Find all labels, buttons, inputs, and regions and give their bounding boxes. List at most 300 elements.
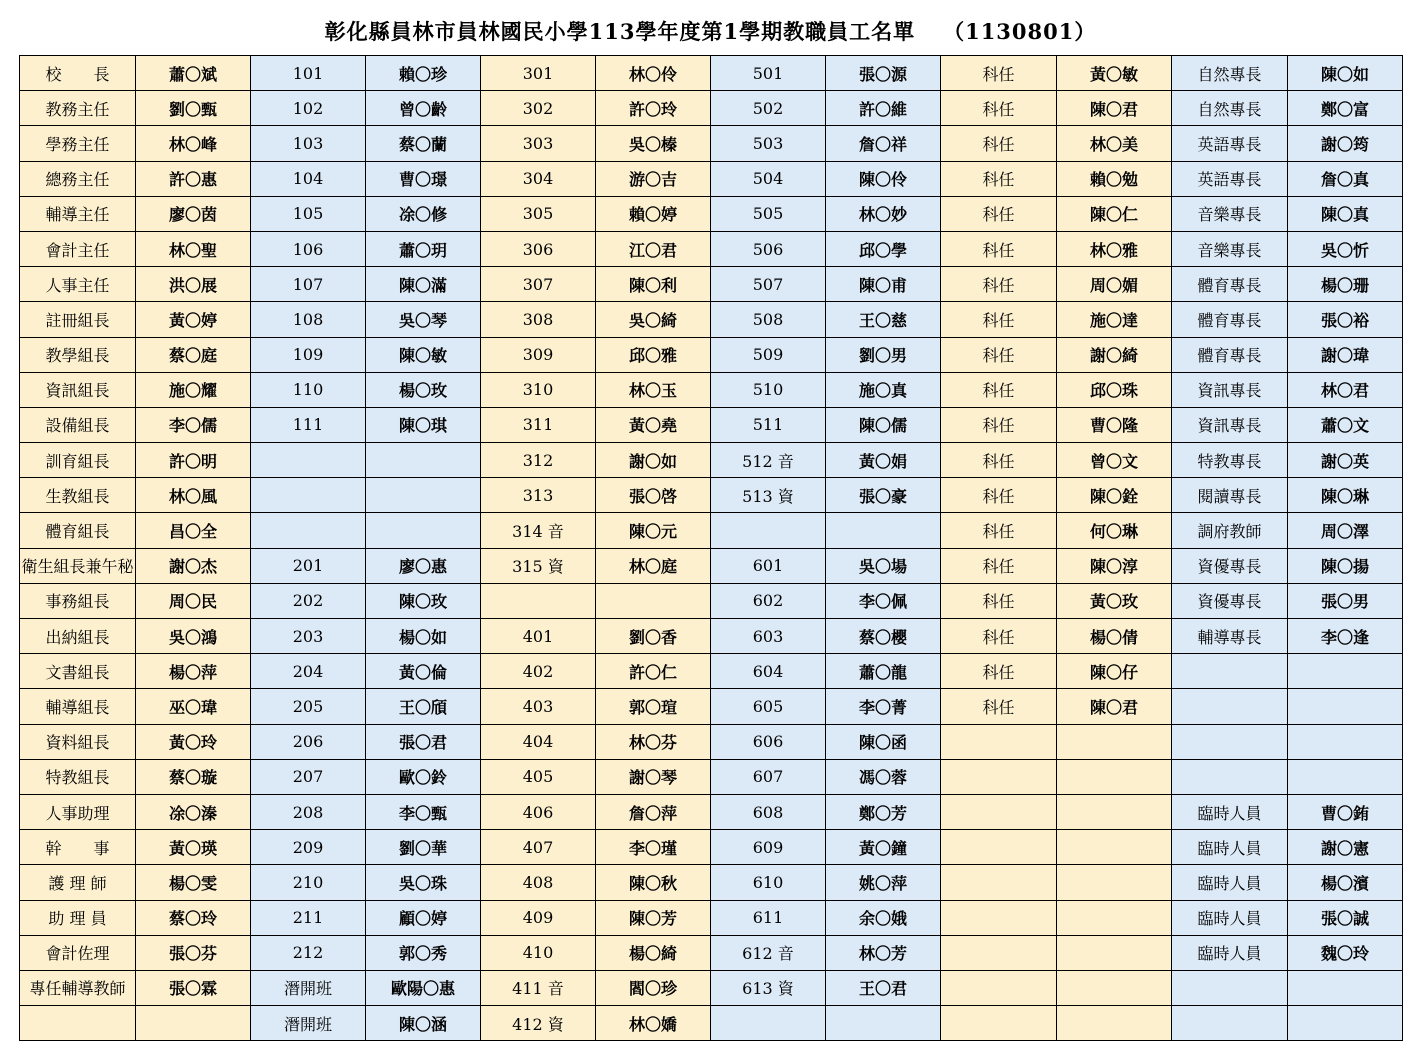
- cell-staff-name: [1288, 689, 1403, 724]
- cell-staff-name: 何〇琳: [1057, 513, 1172, 548]
- cell-class: 104: [251, 161, 366, 196]
- cell-teacher-name: 林〇玉: [596, 372, 711, 407]
- cell-specialty-role: 英語專長: [1172, 161, 1288, 196]
- cell-staff-name: [1057, 794, 1172, 829]
- table-row: [20, 935, 1403, 970]
- cell-class: 406: [481, 794, 596, 829]
- cell-class: 101: [251, 56, 366, 91]
- cell-teacher-name: 李〇菁: [826, 689, 941, 724]
- staff-roster-table: [19, 55, 1403, 1041]
- table-row: [20, 513, 1403, 548]
- cell-position: 學務主任: [20, 126, 136, 161]
- cell-class: 302: [481, 91, 596, 126]
- cell-teacher-name: 邱〇雅: [596, 337, 711, 372]
- cell-specialty-role: [1172, 1006, 1288, 1041]
- cell-staff-name: 張〇霖: [136, 970, 251, 1005]
- cell-class: [711, 513, 826, 548]
- cell-subject-role: 科任: [941, 478, 1057, 513]
- cell-class: 509: [711, 337, 826, 372]
- cell-staff-name: 洪〇展: [136, 267, 251, 302]
- cell-position: 輔導組長: [20, 689, 136, 724]
- cell-teacher-name: 張〇啓: [596, 478, 711, 513]
- cell-teacher-name: 歐〇鈴: [366, 759, 481, 794]
- cell-position: 護 理 師: [20, 865, 136, 900]
- cell-class: 609: [711, 830, 826, 865]
- cell-subject-role: 科任: [941, 513, 1057, 548]
- cell-class: 313: [481, 478, 596, 513]
- cell-class: 610: [711, 865, 826, 900]
- cell-class: 310: [481, 372, 596, 407]
- cell-staff-name: 張〇裕: [1288, 302, 1403, 337]
- cell-teacher-name: 張〇豪: [826, 478, 941, 513]
- cell-class: 305: [481, 196, 596, 231]
- cell-class: 315 資: [481, 548, 596, 583]
- cell-staff-name: 謝〇綺: [1057, 337, 1172, 372]
- table-row: [20, 443, 1403, 478]
- cell-class: 309: [481, 337, 596, 372]
- cell-staff-name: 邱〇珠: [1057, 372, 1172, 407]
- cell-staff-name: 李〇逢: [1288, 619, 1403, 654]
- cell-class: 408: [481, 865, 596, 900]
- cell-staff-name: [1057, 830, 1172, 865]
- date-code: （1130801）: [943, 19, 1097, 44]
- table-row: [20, 794, 1403, 829]
- cell-subject-role: [941, 865, 1057, 900]
- cell-staff-name: [1057, 1006, 1172, 1041]
- cell-class: 212: [251, 935, 366, 970]
- cell-class: 501: [711, 56, 826, 91]
- cell-staff-name: [1288, 724, 1403, 759]
- cell-teacher-name: 歐陽〇惠: [366, 970, 481, 1005]
- cell-staff-name: [1057, 759, 1172, 794]
- cell-staff-name: 林〇聖: [136, 231, 251, 266]
- cell-teacher-name: 劉〇華: [366, 830, 481, 865]
- cell-teacher-name: 黃〇倫: [366, 654, 481, 689]
- cell-position: 設備組長: [20, 407, 136, 442]
- cell-class: 508: [711, 302, 826, 337]
- cell-teacher-name: 吳〇榛: [596, 126, 711, 161]
- cell-position: 會計佐理: [20, 935, 136, 970]
- cell-class: 102: [251, 91, 366, 126]
- cell-teacher-name: 吳〇綺: [596, 302, 711, 337]
- cell-class: 402: [481, 654, 596, 689]
- cell-teacher-name: 余〇娥: [826, 900, 941, 935]
- cell-class: 307: [481, 267, 596, 302]
- cell-teacher-name: 陳〇函: [826, 724, 941, 759]
- cell-specialty-role: [1172, 689, 1288, 724]
- cell-teacher-name: 李〇甄: [366, 794, 481, 829]
- cell-staff-name: 謝〇憲: [1288, 830, 1403, 865]
- cell-staff-name: 陳〇仁: [1057, 196, 1172, 231]
- cell-teacher-name: 陳〇甫: [826, 267, 941, 302]
- cell-subject-role: 科任: [941, 56, 1057, 91]
- cell-class: 301: [481, 56, 596, 91]
- cell-subject-role: 科任: [941, 689, 1057, 724]
- cell-staff-name: [1288, 654, 1403, 689]
- cell-teacher-name: 陳〇秋: [596, 865, 711, 900]
- cell-teacher-name: [826, 1006, 941, 1041]
- cell-teacher-name: 林〇嬌: [596, 1006, 711, 1041]
- cell-position: 會計主任: [20, 231, 136, 266]
- cell-staff-name: 楊〇濱: [1288, 865, 1403, 900]
- cell-staff-name: 蕭〇斌: [136, 56, 251, 91]
- cell-specialty-role: 資優專長: [1172, 583, 1288, 618]
- cell-teacher-name: 廖〇惠: [366, 548, 481, 583]
- cell-staff-name: 陳〇君: [1057, 689, 1172, 724]
- cell-class: 502: [711, 91, 826, 126]
- table-row: [20, 583, 1403, 618]
- cell-position: 校 長: [20, 56, 136, 91]
- cell-staff-name: 林〇風: [136, 478, 251, 513]
- cell-staff-name: [1057, 970, 1172, 1005]
- cell-class: 412 資: [481, 1006, 596, 1041]
- cell-staff-name: [1057, 724, 1172, 759]
- cell-staff-name: 張〇男: [1288, 583, 1403, 618]
- cell-class: 611: [711, 900, 826, 935]
- cell-staff-name: 楊〇倩: [1057, 619, 1172, 654]
- cell-position: 教學組長: [20, 337, 136, 372]
- cell-subject-role: [941, 794, 1057, 829]
- cell-specialty-role: 臨時人員: [1172, 830, 1288, 865]
- cell-teacher-name: [596, 583, 711, 618]
- cell-class: 107: [251, 267, 366, 302]
- cell-teacher-name: [366, 513, 481, 548]
- cell-teacher-name: 蕭〇玥: [366, 231, 481, 266]
- cell-subject-role: 科任: [941, 583, 1057, 618]
- cell-subject-role: [941, 759, 1057, 794]
- cell-teacher-name: 許〇維: [826, 91, 941, 126]
- roster-body: [20, 56, 1403, 1041]
- cell-position: 生教組長: [20, 478, 136, 513]
- cell-class: 210: [251, 865, 366, 900]
- cell-teacher-name: 王〇頎: [366, 689, 481, 724]
- cell-staff-name: 謝〇筠: [1288, 126, 1403, 161]
- cell-staff-name: [136, 1006, 251, 1041]
- cell-class: 308: [481, 302, 596, 337]
- cell-position: 事務組長: [20, 583, 136, 618]
- cell-class: 202: [251, 583, 366, 618]
- table-row: [20, 548, 1403, 583]
- table-row: [20, 56, 1403, 91]
- cell-staff-name: 林〇雅: [1057, 231, 1172, 266]
- cell-teacher-name: 王〇君: [826, 970, 941, 1005]
- cell-class: 306: [481, 231, 596, 266]
- cell-staff-name: 蕭〇文: [1288, 407, 1403, 442]
- cell-position: [20, 1006, 136, 1041]
- cell-specialty-role: [1172, 654, 1288, 689]
- cell-class: 207: [251, 759, 366, 794]
- cell-class: 612 音: [711, 935, 826, 970]
- cell-specialty-role: [1172, 759, 1288, 794]
- cell-class: 105: [251, 196, 366, 231]
- cell-teacher-name: 林〇庭: [596, 548, 711, 583]
- cell-staff-name: 施〇達: [1057, 302, 1172, 337]
- cell-subject-role: [941, 900, 1057, 935]
- cell-teacher-name: 鄭〇芳: [826, 794, 941, 829]
- cell-staff-name: 林〇峰: [136, 126, 251, 161]
- cell-position: 幹 事: [20, 830, 136, 865]
- cell-staff-name: 曹〇銪: [1288, 794, 1403, 829]
- table-row: [20, 337, 1403, 372]
- cell-staff-name: 黃〇玫: [1057, 583, 1172, 618]
- cell-class: 110: [251, 372, 366, 407]
- cell-specialty-role: 體育專長: [1172, 267, 1288, 302]
- cell-teacher-name: 蔡〇蘭: [366, 126, 481, 161]
- cell-staff-name: [1288, 970, 1403, 1005]
- cell-teacher-name: 顧〇婷: [366, 900, 481, 935]
- cell-subject-role: 科任: [941, 443, 1057, 478]
- table-row: [20, 372, 1403, 407]
- cell-staff-name: 昌〇全: [136, 513, 251, 548]
- cell-teacher-name: 林〇芬: [596, 724, 711, 759]
- cell-staff-name: 黃〇敏: [1057, 56, 1172, 91]
- cell-teacher-name: 陳〇利: [596, 267, 711, 302]
- cell-specialty-role: 音樂專長: [1172, 231, 1288, 266]
- cell-teacher-name: 林〇芳: [826, 935, 941, 970]
- cell-staff-name: 吳〇忻: [1288, 231, 1403, 266]
- cell-teacher-name: 林〇妙: [826, 196, 941, 231]
- cell-class: [251, 478, 366, 513]
- cell-teacher-name: 李〇瑾: [596, 830, 711, 865]
- cell-class: 209: [251, 830, 366, 865]
- table-row: [20, 759, 1403, 794]
- cell-specialty-role: 臨時人員: [1172, 865, 1288, 900]
- cell-class: 513 資: [711, 478, 826, 513]
- cell-specialty-role: [1172, 970, 1288, 1005]
- cell-class: 403: [481, 689, 596, 724]
- cell-staff-name: 陳〇琳: [1288, 478, 1403, 513]
- cell-teacher-name: 李〇佩: [826, 583, 941, 618]
- cell-teacher-name: 陳〇元: [596, 513, 711, 548]
- cell-staff-name: 許〇惠: [136, 161, 251, 196]
- cell-staff-name: 謝〇瑋: [1288, 337, 1403, 372]
- cell-teacher-name: 林〇伶: [596, 56, 711, 91]
- cell-class: 606: [711, 724, 826, 759]
- cell-teacher-name: 凃〇修: [366, 196, 481, 231]
- cell-staff-name: 吳〇鴻: [136, 619, 251, 654]
- table-row: [20, 196, 1403, 231]
- table-row: [20, 302, 1403, 337]
- cell-class: 405: [481, 759, 596, 794]
- cell-staff-name: 賴〇勉: [1057, 161, 1172, 196]
- cell-class: 106: [251, 231, 366, 266]
- cell-teacher-name: 陳〇芳: [596, 900, 711, 935]
- cell-specialty-role: 臨時人員: [1172, 900, 1288, 935]
- cell-position: 特教組長: [20, 759, 136, 794]
- cell-teacher-name: 陳〇玫: [366, 583, 481, 618]
- table-row: [20, 724, 1403, 759]
- cell-teacher-name: 姚〇萍: [826, 865, 941, 900]
- title-text: 彰化縣員林市員林國民小學113學年度第1學期教職員工名單: [324, 19, 916, 44]
- cell-teacher-name: 謝〇如: [596, 443, 711, 478]
- cell-subject-role: [941, 830, 1057, 865]
- table-row: [20, 654, 1403, 689]
- cell-class: 401: [481, 619, 596, 654]
- cell-position: 教務主任: [20, 91, 136, 126]
- cell-class: 206: [251, 724, 366, 759]
- cell-position: 衛生組長兼午秘: [20, 548, 136, 583]
- cell-staff-name: 許〇明: [136, 443, 251, 478]
- cell-specialty-role: 資訊專長: [1172, 407, 1288, 442]
- cell-subject-role: 科任: [941, 267, 1057, 302]
- cell-teacher-name: 吳〇珠: [366, 865, 481, 900]
- cell-class: 504: [711, 161, 826, 196]
- cell-staff-name: 林〇君: [1288, 372, 1403, 407]
- cell-class: 411 音: [481, 970, 596, 1005]
- cell-staff-name: 鄭〇富: [1288, 91, 1403, 126]
- cell-specialty-role: 臨時人員: [1172, 935, 1288, 970]
- cell-position: 人事主任: [20, 267, 136, 302]
- cell-staff-name: 楊〇雯: [136, 865, 251, 900]
- cell-teacher-name: [826, 513, 941, 548]
- cell-teacher-name: 蕭〇龍: [826, 654, 941, 689]
- cell-subject-role: 科任: [941, 654, 1057, 689]
- cell-class: 506: [711, 231, 826, 266]
- cell-position: 總務主任: [20, 161, 136, 196]
- cell-specialty-role: 輔導專長: [1172, 619, 1288, 654]
- cell-position: 文書組長: [20, 654, 136, 689]
- cell-subject-role: 科任: [941, 126, 1057, 161]
- cell-teacher-name: 曾〇齡: [366, 91, 481, 126]
- cell-teacher-name: 蔡〇櫻: [826, 619, 941, 654]
- cell-teacher-name: 黃〇堯: [596, 407, 711, 442]
- cell-class: 608: [711, 794, 826, 829]
- cell-staff-name: 凃〇溱: [136, 794, 251, 829]
- cell-staff-name: [1057, 900, 1172, 935]
- cell-subject-role: 科任: [941, 407, 1057, 442]
- cell-teacher-name: 謝〇琴: [596, 759, 711, 794]
- cell-class: 604: [711, 654, 826, 689]
- cell-staff-name: 楊〇珊: [1288, 267, 1403, 302]
- cell-class: 603: [711, 619, 826, 654]
- cell-staff-name: 謝〇杰: [136, 548, 251, 583]
- table-row: [20, 865, 1403, 900]
- cell-position: 體育組長: [20, 513, 136, 548]
- cell-teacher-name: 楊〇玫: [366, 372, 481, 407]
- cell-staff-name: 黃〇婷: [136, 302, 251, 337]
- cell-class: [251, 513, 366, 548]
- cell-subject-role: 科任: [941, 372, 1057, 407]
- cell-teacher-name: 劉〇香: [596, 619, 711, 654]
- cell-class: 203: [251, 619, 366, 654]
- cell-staff-name: 張〇芬: [136, 935, 251, 970]
- cell-staff-name: 陳〇如: [1288, 56, 1403, 91]
- cell-teacher-name: 詹〇祥: [826, 126, 941, 161]
- cell-teacher-name: 邱〇學: [826, 231, 941, 266]
- cell-specialty-role: 音樂專長: [1172, 196, 1288, 231]
- cell-class: 607: [711, 759, 826, 794]
- cell-teacher-name: 王〇慈: [826, 302, 941, 337]
- cell-specialty-role: [1172, 724, 1288, 759]
- cell-subject-role: 科任: [941, 548, 1057, 583]
- cell-class: 613 資: [711, 970, 826, 1005]
- cell-teacher-name: 吳〇場: [826, 548, 941, 583]
- cell-staff-name: 廖〇茵: [136, 196, 251, 231]
- cell-teacher-name: 陳〇敏: [366, 337, 481, 372]
- cell-teacher-name: 吳〇琴: [366, 302, 481, 337]
- cell-staff-name: 張〇誠: [1288, 900, 1403, 935]
- cell-staff-name: 施〇耀: [136, 372, 251, 407]
- cell-subject-role: 科任: [941, 196, 1057, 231]
- cell-subject-role: 科任: [941, 231, 1057, 266]
- cell-staff-name: 劉〇甄: [136, 91, 251, 126]
- cell-teacher-name: 楊〇綺: [596, 935, 711, 970]
- cell-teacher-name: 陳〇滿: [366, 267, 481, 302]
- cell-specialty-role: 資優專長: [1172, 548, 1288, 583]
- cell-class: 109: [251, 337, 366, 372]
- cell-specialty-role: 資訊專長: [1172, 372, 1288, 407]
- cell-staff-name: 陳〇仔: [1057, 654, 1172, 689]
- cell-class: 108: [251, 302, 366, 337]
- cell-class: 312: [481, 443, 596, 478]
- cell-teacher-name: 黃〇鐘: [826, 830, 941, 865]
- cell-teacher-name: [366, 478, 481, 513]
- cell-class: 601: [711, 548, 826, 583]
- cell-staff-name: [1288, 1006, 1403, 1041]
- cell-specialty-role: 自然專長: [1172, 56, 1288, 91]
- cell-class: 303: [481, 126, 596, 161]
- cell-class: 503: [711, 126, 826, 161]
- cell-class: 314 音: [481, 513, 596, 548]
- cell-subject-role: 科任: [941, 337, 1057, 372]
- table-row: [20, 1006, 1403, 1041]
- table-row: [20, 689, 1403, 724]
- cell-teacher-name: 閻〇珍: [596, 970, 711, 1005]
- table-row: [20, 970, 1403, 1005]
- cell-teacher-name: 陳〇儒: [826, 407, 941, 442]
- cell-staff-name: 陳〇銓: [1057, 478, 1172, 513]
- cell-staff-name: 蔡〇璇: [136, 759, 251, 794]
- cell-teacher-name: 劉〇男: [826, 337, 941, 372]
- cell-subject-role: [941, 935, 1057, 970]
- cell-class: 507: [711, 267, 826, 302]
- cell-teacher-name: 黃〇娟: [826, 443, 941, 478]
- cell-class: 505: [711, 196, 826, 231]
- cell-position: 助 理 員: [20, 900, 136, 935]
- cell-specialty-role: 臨時人員: [1172, 794, 1288, 829]
- cell-teacher-name: 陳〇伶: [826, 161, 941, 196]
- cell-staff-name: 蔡〇庭: [136, 337, 251, 372]
- cell-class: 111: [251, 407, 366, 442]
- cell-staff-name: 曹〇隆: [1057, 407, 1172, 442]
- cell-class: 204: [251, 654, 366, 689]
- cell-class: 512 音: [711, 443, 826, 478]
- cell-staff-name: 周〇媚: [1057, 267, 1172, 302]
- table-row: [20, 619, 1403, 654]
- cell-subject-role: 科任: [941, 619, 1057, 654]
- cell-teacher-name: 許〇仁: [596, 654, 711, 689]
- cell-specialty-role: 調府教師: [1172, 513, 1288, 548]
- cell-class: 201: [251, 548, 366, 583]
- cell-subject-role: 科任: [941, 91, 1057, 126]
- cell-position: 輔導主任: [20, 196, 136, 231]
- cell-teacher-name: 江〇君: [596, 231, 711, 266]
- cell-staff-name: 陳〇淳: [1057, 548, 1172, 583]
- table-row: [20, 478, 1403, 513]
- cell-staff-name: 陳〇揚: [1288, 548, 1403, 583]
- table-row: [20, 126, 1403, 161]
- cell-class: 311: [481, 407, 596, 442]
- cell-class: 605: [711, 689, 826, 724]
- cell-staff-name: 曾〇文: [1057, 443, 1172, 478]
- table-row: [20, 267, 1403, 302]
- cell-teacher-name: 張〇源: [826, 56, 941, 91]
- page-title: [0, 14, 1421, 50]
- cell-class: 211: [251, 900, 366, 935]
- cell-staff-name: 蔡〇玲: [136, 900, 251, 935]
- cell-teacher-name: 賴〇婷: [596, 196, 711, 231]
- cell-teacher-name: 曹〇璟: [366, 161, 481, 196]
